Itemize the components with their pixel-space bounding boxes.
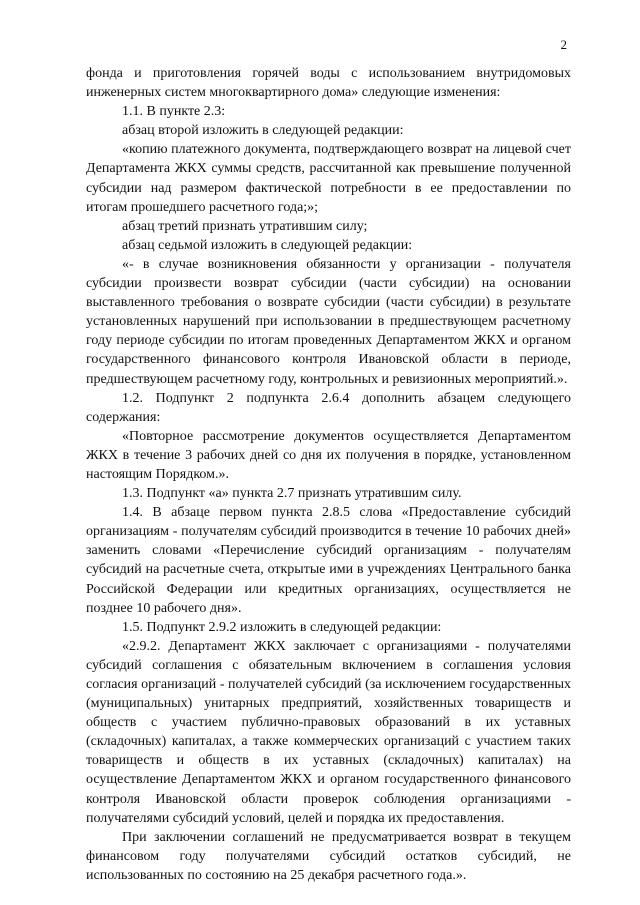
paragraph: «- в случае возникновения обязанности у организации - получателя субсидии произвести возврат субсидии (части субсидии) на основании выставленного требования о возврате субсидии (части субсидии) в результате установленных нарушений при использовании в предшествующем расчетному году периоде субсидии по итогам проведенных Департаментом ЖКХ и органом государственного финансового контроля Ивановской области в периоде, предшествующем расчетному году, контрольных и ревизионных мероприятий.». — [86, 256, 571, 387]
paragraph: 1.2. Подпункт 2 подпункта 2.6.4 дополнить абзацем следующего содержания: — [86, 390, 571, 425]
paragraph: «2.9.2. Департамент ЖКХ заключает с организациями - получателями субсидий соглашения с обязательным включением в соглашения условия согласия организаций - получателей субсидий (за исключением государственных (муниципальных) унитарных предприятий, хозяйственных товариществ и обществ с участием публично-правовых образований в их уставных (складочных) капиталах, а также коммерческих организаций с участием таких товариществ и обществ в их уставных (складочных) капиталах) на осуществление Департаментом ЖКХ и органом государственного финансового контроля Ивановской области проверок соблюдения организациями - получателями субсидий условий, целей и порядка их предоставления. — [86, 638, 571, 826]
paragraph: 1.5. Подпункт 2.9.2 изложить в следующей редакции: — [122, 619, 442, 635]
document-body — [86, 64, 571, 885]
paragraph: При заключении соглашений не предусматривается возврат в текущем финансовом году получателями субсидий остатков субсидий, не использованных по состоянию на 25 декабря расчетного года.». — [86, 829, 571, 883]
paragraph: 1.3. Подпункт «а» пункта 2.7 признать утратившим силу. — [122, 486, 462, 502]
paragraph: фонда и приготовления горячей воды с использованием внутридомовых инженерных систем многоквартирного дома» следующие изменения: — [86, 66, 571, 101]
paragraph: «Повторное рассмотрение документов осуществляется Департаментом ЖКХ в течение 3 рабочих дней со дня их получения в порядке, установленном настоящим Порядком.». — [86, 428, 571, 482]
page-number: 2 — [560, 37, 567, 52]
paragraph: абзац второй изложить в следующей редакции: — [122, 123, 404, 139]
paragraph: 1.4. В абзаце первом пункта 2.8.5 слова «Предоставление субсидий организациям - получателям субсидий производится в течение 10 рабочих дней» заменить словами «Перечисление субсидий организациям - получателям субсидий на расчетные счета, открытые ими в учреждениях Центрального банка Российской Федерации или кредитных организациях, осуществляется не позднее 10 рабочего дня». — [86, 505, 571, 616]
paragraph: 1.1. В пункте 2.3: — [122, 104, 226, 120]
paragraph: абзац седьмой изложить в следующей редакции: — [122, 237, 413, 253]
paragraph: «копию платежного документа, подтверждающего возврат на лицевой счет Департамента ЖКХ суммы средств, рассчитанной как превышение полученной субсидии над размером фактической потребности в ее предоставлении по итогам прошедшего расчетного года;»; — [86, 142, 571, 215]
paragraph: абзац третий признать утратившим силу; — [122, 218, 368, 234]
